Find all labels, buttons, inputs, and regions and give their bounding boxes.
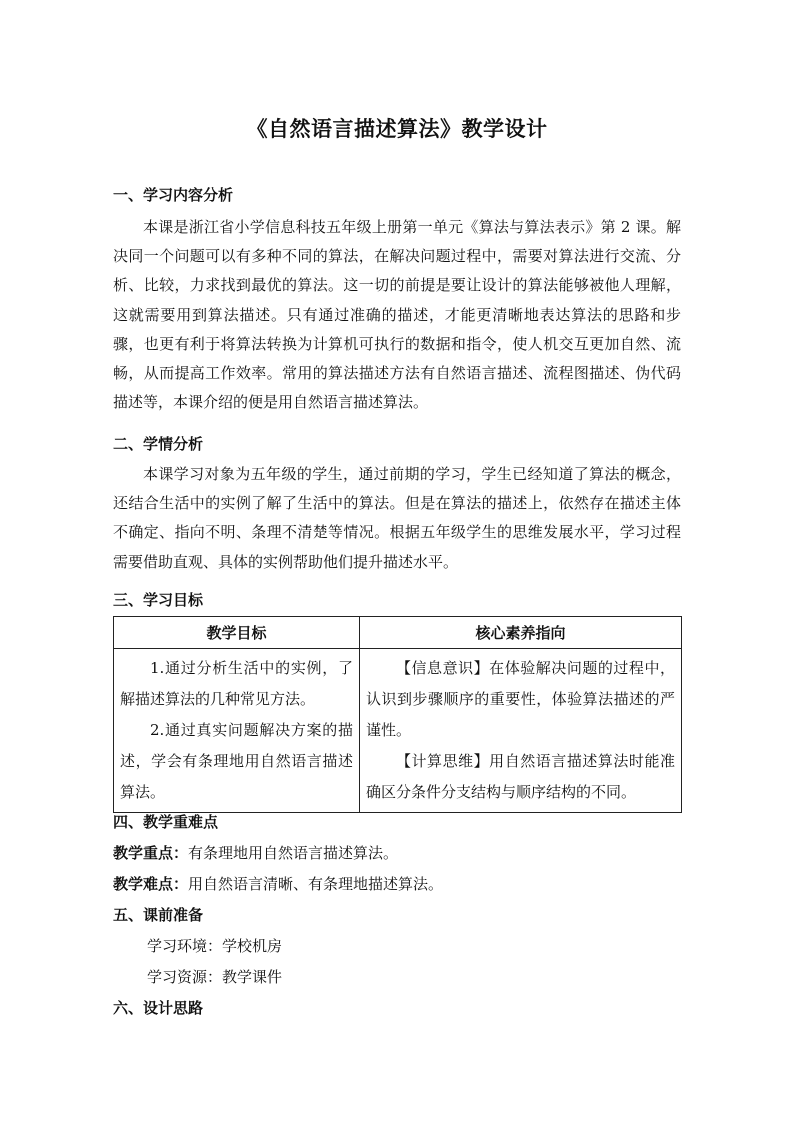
learning-environment-line: 学习环境：学校机房 <box>147 937 283 955</box>
section-heading-key-difficult-points: 四、教学重难点 <box>113 813 219 831</box>
learning-resources-line: 学习资源：教学课件 <box>147 968 283 986</box>
section-heading-learner-analysis: 二、学情分析 <box>113 435 204 453</box>
teaching-goals-cell <box>114 649 360 813</box>
learning-goals-table <box>113 616 682 813</box>
difficult-point-line <box>113 872 443 896</box>
document-title: 《自然语言描述算法》教学设计 <box>246 116 548 141</box>
core-literacy-item: 【信息意识】在体验解决问题的过程中，认识到步骤顺序的重要性，体验算法描述的严谨性。 <box>366 659 675 739</box>
key-point-label: 教学重点： <box>113 844 189 862</box>
difficult-point-text: 用自然语言清晰、有条理地描述算法。 <box>188 875 444 893</box>
content-analysis-paragraph: 本课是浙江省小学信息科技五年级上册第一单元《算法与算法表示》第 2 课。解决同一个问题可以有多种不同的算法，在解决问题过程中，需要对算法进行交流、分析、比较，力求找到最优的算法。这一切的前提是要让设计的算法能够被他人理解，这就需要用到算法描述。只有通过准确的描述，才能更清晰地表达算法的思路和步骤，也更有利于将算法转换为计算机可执行的数据和指令，使人机交互更加自然、流畅，从而提高工作效率。常用的算法描述方法有自然语言描述、流程图描述、伪代码描述等，本课介绍的便是用自然语言描述算法。 <box>113 218 681 412</box>
difficult-point-label: 教学难点： <box>113 875 189 893</box>
core-literacy-cell <box>360 649 682 813</box>
learner-analysis-paragraph: 本课学习对象为五年级的学生，通过前期的学习，学生已经知道了算法的概念，还结合生活中的实例了解了生活中的算法。但是在算法的描述上，依然存在描述主体不确定、指向不明、条理不清楚等情况。根据五年级学生的思维发展水平，学习过程需要借助直观、具体的实例帮助他们提升描述水平。 <box>113 465 681 571</box>
table-header-core-literacy: 核心素养指向 <box>360 617 682 649</box>
key-point-line <box>113 841 398 865</box>
table-row <box>114 649 682 813</box>
key-point-text: 有条理地用自然语言描述算法。 <box>188 844 399 862</box>
teaching-goal-item: 2.通过真实问题解决方案的描述，学会有条理地用自然语言描述算法。 <box>120 721 353 801</box>
section-heading-preparation: 五、课前准备 <box>113 906 204 924</box>
table-header-teaching-goals: 教学目标 <box>114 617 360 649</box>
table-header-row <box>114 617 682 649</box>
teaching-goal-item: 1.通过分析生活中的实例，了解描述算法的几种常见方法。 <box>120 659 353 708</box>
section-heading-design-ideas: 六、设计思路 <box>113 999 204 1017</box>
section-heading-learning-goals: 三、学习目标 <box>113 591 204 609</box>
core-literacy-item: 【计算思维】用自然语言描述算法时能准确区分条件分支结构与顺序结构的不同。 <box>366 752 675 801</box>
section-heading-content-analysis: 一、学习内容分析 <box>113 186 234 204</box>
